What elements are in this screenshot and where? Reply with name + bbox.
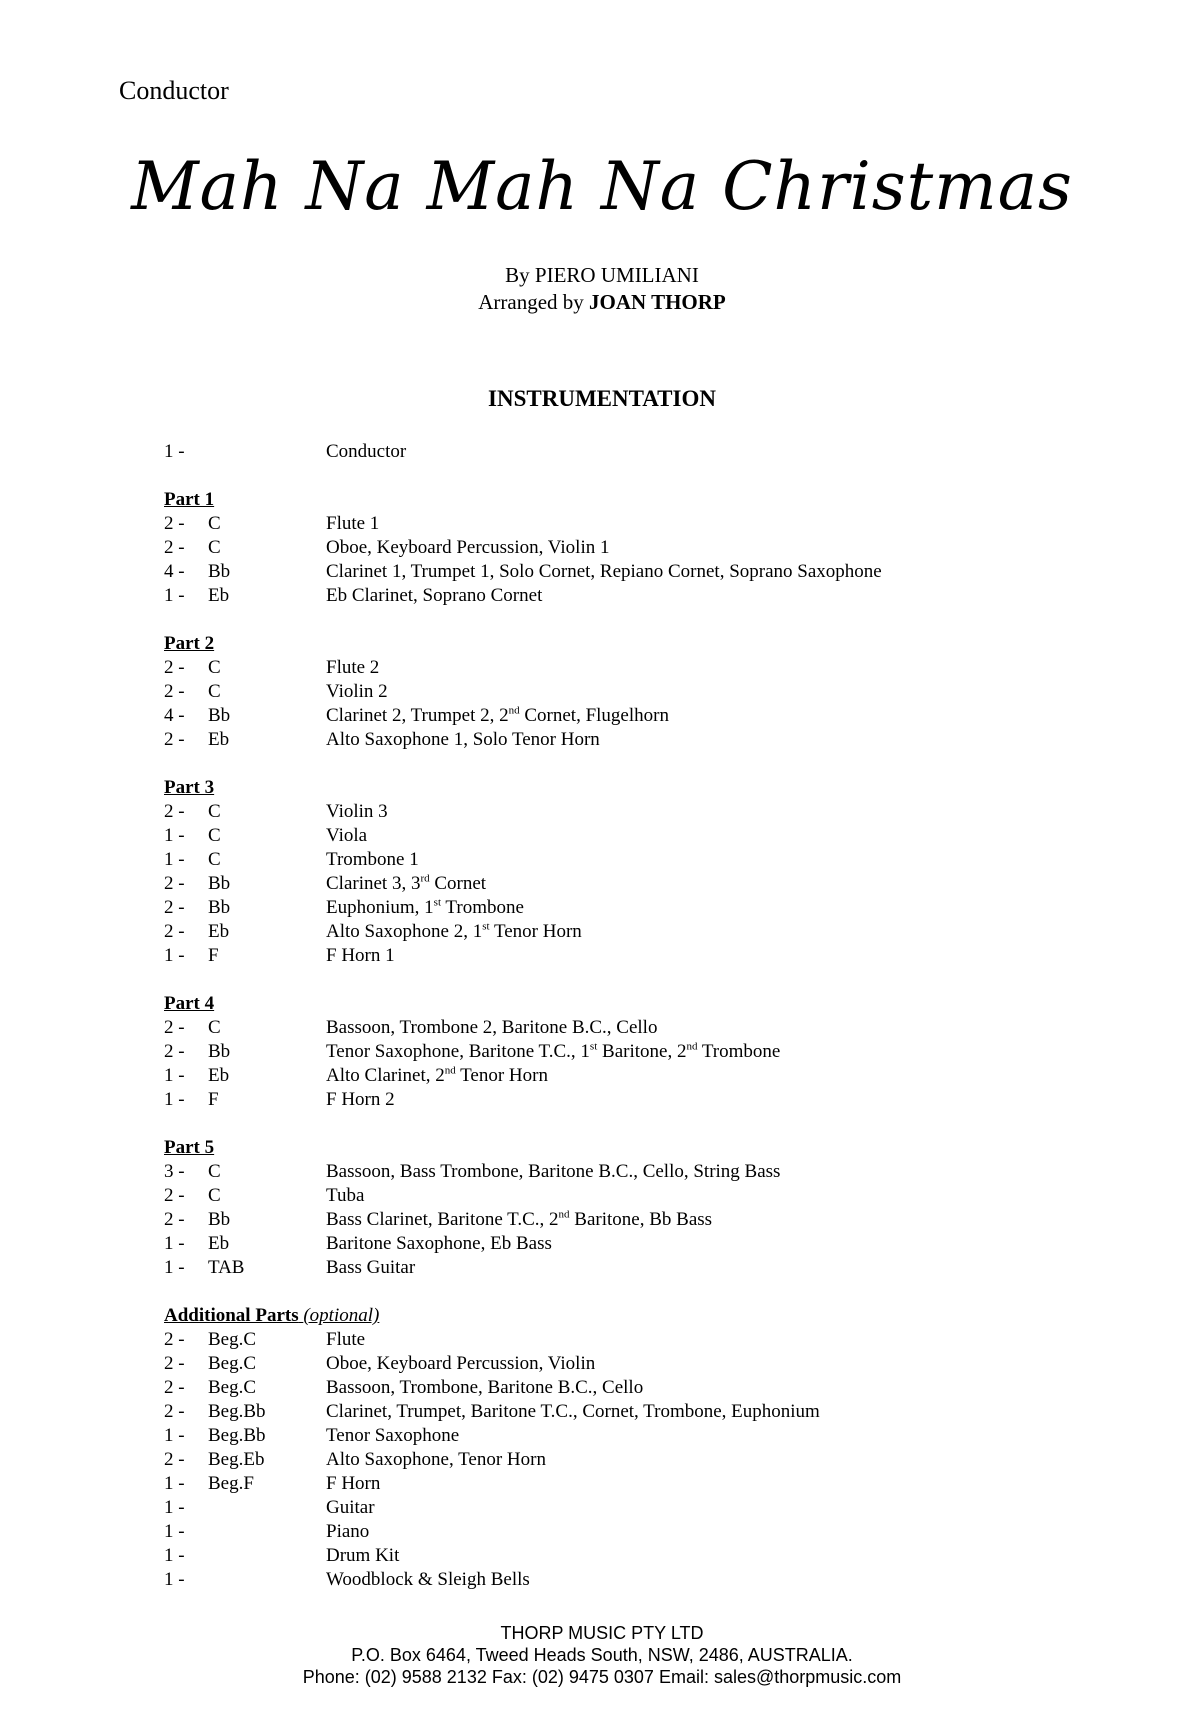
row-quantity: 1 - <box>164 1089 185 1110</box>
row-instrument: Viola <box>326 825 368 846</box>
row-instrument: Bass Clarinet, Baritone T.C., 2nd Baritone, Bb Bass <box>326 1208 713 1230</box>
row-key: Beg.C <box>208 1353 257 1374</box>
row-quantity: 1 - <box>164 1233 185 1254</box>
instrument-row <box>164 728 1124 752</box>
row-instrument: Flute <box>326 1329 366 1350</box>
instrument-row <box>164 560 1124 584</box>
row-quantity: 2 - <box>164 1377 185 1398</box>
row-key: Eb <box>208 729 230 750</box>
ordinal-suffix: st <box>433 896 442 909</box>
row-instrument: Tenor Saxophone, Baritone T.C., 1st Baritone, 2nd Trombone <box>326 1040 781 1062</box>
row-quantity: 2 - <box>164 897 185 918</box>
credits <box>0 262 1204 316</box>
row-instrument: Conductor <box>326 441 407 462</box>
row-key <box>208 1496 326 1520</box>
row-key: Bb <box>208 1041 231 1062</box>
row-quantity: 1 - <box>164 1257 185 1278</box>
row-instrument: Drum Kit <box>326 1545 400 1566</box>
row-instrument: F Horn <box>326 1473 381 1494</box>
row-quantity: 1 - <box>164 849 185 870</box>
row-quantity: 1 - <box>164 825 185 846</box>
instrument-row <box>164 1520 1124 1544</box>
row-key <box>208 1568 326 1592</box>
instrument-row <box>164 1232 1124 1256</box>
row-instrument: Bassoon, Bass Trombone, Baritone B.C., Cello, String Bass <box>326 1161 781 1182</box>
ordinal-suffix: rd <box>420 872 430 885</box>
instrument-row <box>164 656 1124 680</box>
row-key: C <box>208 1161 221 1182</box>
instrument-row <box>164 800 1124 824</box>
row-key: Bb <box>208 873 231 894</box>
row-quantity: 1 - <box>164 1497 185 1518</box>
row-quantity: 2 - <box>164 1041 185 1062</box>
row-instrument: Euphonium, 1st Trombone <box>326 896 524 918</box>
row-quantity: 2 - <box>164 1353 185 1374</box>
row-quantity: 2 - <box>164 657 185 678</box>
instrument-row <box>164 1472 1124 1496</box>
row-instrument: Guitar <box>326 1497 375 1518</box>
row-key: TAB <box>208 1257 245 1278</box>
row-quantity: 1 - <box>164 1569 185 1590</box>
arranger-line <box>0 289 1204 316</box>
row-instrument: Oboe, Keyboard Percussion, Violin <box>326 1353 596 1374</box>
instrument-row <box>164 1328 1124 1352</box>
section-title-text: Part 5 <box>164 1137 215 1158</box>
row-quantity: 2 - <box>164 1329 185 1350</box>
ordinal-suffix: nd <box>558 1208 570 1221</box>
footer-address: P.O. Box 6464, Tweed Heads South, NSW, 2486, AUSTRALIA. <box>351 1645 853 1665</box>
row-key: C <box>208 1185 221 1206</box>
row-quantity: 1 - <box>164 1521 185 1542</box>
row-instrument: Clarinet 3, 3rd Cornet <box>326 872 487 894</box>
row-instrument: Alto Clarinet, 2nd Tenor Horn <box>326 1064 548 1086</box>
row-key: Eb <box>208 1065 230 1086</box>
page-label: Conductor <box>119 76 229 105</box>
row-instrument: Flute 1 <box>326 513 380 534</box>
row-instrument: Bassoon, Trombone, Baritone B.C., Cello <box>326 1377 644 1398</box>
instrument-row <box>164 944 1124 968</box>
row-quantity: 2 - <box>164 1449 185 1470</box>
instrument-row <box>164 1544 1124 1568</box>
row-key: Bb <box>208 1209 231 1230</box>
section-title-text: Part 4 <box>164 993 215 1014</box>
row-key <box>208 1520 326 1544</box>
row-key: Beg.C <box>208 1329 257 1350</box>
instrument-row <box>164 1352 1124 1376</box>
row-key: C <box>208 849 221 870</box>
row-quantity: 4 - <box>164 705 185 726</box>
instrument-row <box>164 1064 1124 1088</box>
row-key: C <box>208 681 221 702</box>
row-key: C <box>208 537 221 558</box>
row-quantity: 2 - <box>164 729 185 750</box>
instrument-row <box>164 1040 1124 1064</box>
ordinal-suffix: nd <box>686 1040 698 1053</box>
row-instrument: Clarinet 1, Trumpet 1, Solo Cornet, Repiano Cornet, Soprano Saxophone <box>326 561 882 582</box>
instrument-row <box>164 1016 1124 1040</box>
page-title: Mah Na Mah Na Christmas <box>131 148 1073 225</box>
row-instrument: Bass Guitar <box>326 1257 416 1278</box>
row-key: Beg.Bb <box>208 1401 266 1422</box>
instrumentation-heading: INSTRUMENTATION <box>488 386 716 411</box>
row-key: C <box>208 513 221 534</box>
instrument-row <box>164 1496 1124 1520</box>
row-key: Beg.Eb <box>208 1449 265 1470</box>
row-instrument: Alto Saxophone 2, 1st Tenor Horn <box>326 920 582 942</box>
instrument-row <box>164 536 1124 560</box>
conductor-row <box>164 440 1124 464</box>
row-instrument: Oboe, Keyboard Percussion, Violin 1 <box>326 537 610 558</box>
row-quantity: 1 - <box>164 1545 185 1566</box>
section-title <box>164 776 1124 800</box>
row-quantity: 1 - <box>164 1473 185 1494</box>
row-quantity: 2 - <box>164 921 185 942</box>
instrument-row <box>164 1184 1124 1208</box>
row-instrument: Piano <box>326 1521 370 1542</box>
ordinal-suffix: st <box>589 1040 598 1053</box>
row-key <box>208 440 326 464</box>
row-key: Eb <box>208 1233 230 1254</box>
row-quantity: 2 - <box>164 801 185 822</box>
instrument-row <box>164 872 1124 896</box>
row-instrument: Eb Clarinet, Soprano Cornet <box>326 585 543 606</box>
row-quantity: 2 - <box>164 873 185 894</box>
row-key: Eb <box>208 921 230 942</box>
row-key: Beg.Bb <box>208 1425 266 1446</box>
row-key: F <box>208 1089 219 1110</box>
row-instrument: Clarinet 2, Trumpet 2, 2nd Cornet, Flugelhorn <box>326 704 669 726</box>
row-instrument: Bassoon, Trombone 2, Baritone B.C., Cello <box>326 1017 658 1038</box>
row-instrument: Woodblock & Sleigh Bells <box>326 1569 530 1590</box>
row-quantity: 2 - <box>164 1185 185 1206</box>
row-key: C <box>208 657 221 678</box>
row-quantity: 2 - <box>164 537 185 558</box>
row-key: C <box>208 1017 221 1038</box>
instrument-row <box>164 1256 1124 1280</box>
row-quantity: 1 - <box>164 585 185 606</box>
instrument-row <box>164 1160 1124 1184</box>
composer-line: By PIERO UMILIANI <box>505 263 699 287</box>
instrument-row <box>164 1208 1124 1232</box>
row-key: Bb <box>208 897 231 918</box>
section-title <box>164 488 1124 512</box>
row-key <box>208 1544 326 1568</box>
row-key: Eb <box>208 585 230 606</box>
instrument-row <box>164 1448 1124 1472</box>
row-instrument: Trombone 1 <box>326 849 419 870</box>
row-key: C <box>208 825 221 846</box>
row-quantity: 1 - <box>164 441 185 462</box>
section-title-text: Additional Parts <box>164 1305 299 1326</box>
instrument-row <box>164 1568 1124 1592</box>
row-instrument: Alto Saxophone, Tenor Horn <box>326 1449 546 1470</box>
row-instrument: F Horn 2 <box>326 1089 395 1110</box>
row-quantity: 1 - <box>164 1425 185 1446</box>
section-title <box>164 1304 1124 1328</box>
row-instrument: Alto Saxophone 1, Solo Tenor Horn <box>326 729 600 750</box>
row-key: Bb <box>208 561 231 582</box>
row-key: Beg.F <box>208 1473 254 1494</box>
row-instrument: Tenor Saxophone <box>326 1425 460 1446</box>
ordinal-suffix: nd <box>508 704 520 717</box>
arranger-prefix: Arranged by <box>478 290 590 314</box>
footer-contact: Phone: (02) 9588 2132 Fax: (02) 9475 0307 Email: sales@thorpmusic.com <box>302 1667 902 1687</box>
instrument-row <box>164 1088 1124 1112</box>
section-subtitle: (optional) <box>303 1305 380 1326</box>
row-quantity: 2 - <box>164 1401 185 1422</box>
section-title-text: Part 1 <box>164 489 215 510</box>
footer-company: THORP MUSIC PTY LTD <box>500 1623 704 1643</box>
ordinal-suffix: st <box>482 920 490 933</box>
row-instrument: F Horn 1 <box>326 945 395 966</box>
instrument-row <box>164 920 1124 944</box>
instrument-row <box>164 896 1124 920</box>
instrumentation-list <box>164 440 1124 1592</box>
row-instrument: Violin 2 <box>326 681 388 702</box>
row-quantity: 3 - <box>164 1161 185 1182</box>
row-key: Beg.C <box>208 1377 257 1398</box>
section-title <box>164 632 1124 656</box>
section-title <box>164 1136 1124 1160</box>
instrument-row <box>164 1376 1124 1400</box>
row-quantity: 2 - <box>164 1209 185 1230</box>
section-title <box>164 992 1124 1016</box>
instrument-row <box>164 848 1124 872</box>
row-key: Bb <box>208 705 231 726</box>
row-instrument: Violin 3 <box>326 801 388 822</box>
row-quantity: 1 - <box>164 945 185 966</box>
section-title-text: Part 3 <box>164 777 215 798</box>
instrument-row <box>164 824 1124 848</box>
arranger-name: JOAN THORP <box>589 290 726 314</box>
section-title-text: Part 2 <box>164 633 215 654</box>
row-instrument: Flute 2 <box>326 657 380 678</box>
row-key: F <box>208 945 219 966</box>
instrument-row <box>164 680 1124 704</box>
instrument-row <box>164 704 1124 728</box>
instrument-row <box>164 1424 1124 1448</box>
ordinal-suffix: nd <box>444 1064 456 1077</box>
row-quantity: 1 - <box>164 1065 185 1086</box>
publisher-footer <box>0 1622 1204 1688</box>
instrument-row <box>164 512 1124 536</box>
row-instrument: Clarinet, Trumpet, Baritone T.C., Cornet, Trombone, Euphonium <box>326 1401 820 1422</box>
row-quantity: 4 - <box>164 561 185 582</box>
row-quantity: 2 - <box>164 681 185 702</box>
row-instrument: Tuba <box>326 1185 365 1206</box>
row-quantity: 2 - <box>164 1017 185 1038</box>
row-instrument: Baritone Saxophone, Eb Bass <box>326 1233 552 1254</box>
instrument-row <box>164 584 1124 608</box>
row-key: C <box>208 801 221 822</box>
instrument-row <box>164 1400 1124 1424</box>
row-quantity: 2 - <box>164 513 185 534</box>
